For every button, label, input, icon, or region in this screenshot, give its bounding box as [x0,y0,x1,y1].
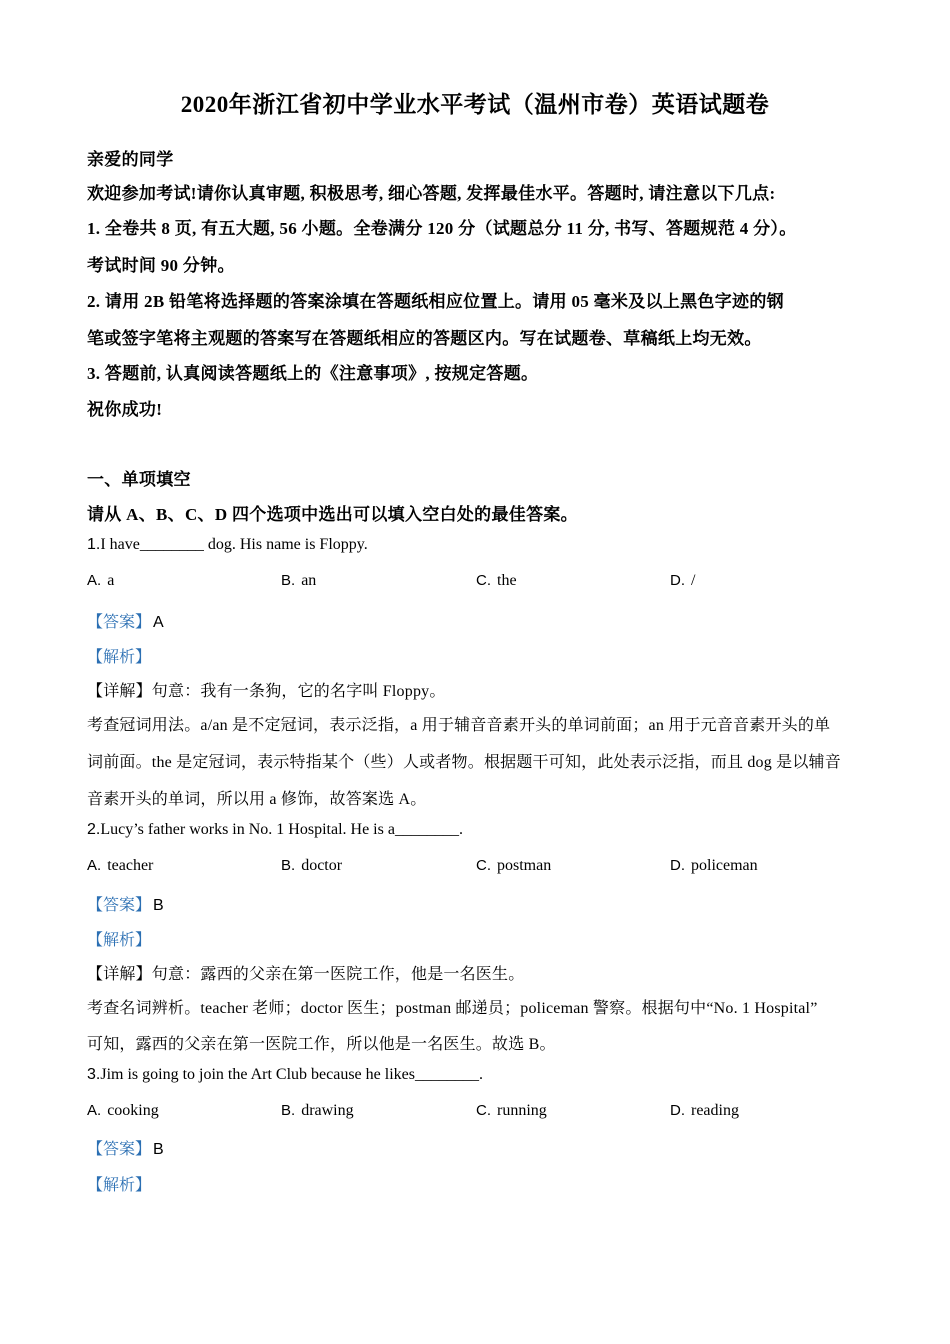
note-1-line-2: 考试时间 90 分钟。 [87,256,235,275]
question-2-option-c [476,857,551,875]
option-text: an [301,572,317,589]
question-number: 2. [87,821,101,838]
question-stem: I have________ dog. His name is Floppy. [100,536,368,553]
question-3-answer [87,1136,164,1159]
option-letter: D. [670,857,685,874]
option-text: running [497,1102,547,1119]
question-2-explain-line-2: 可知，露西的父亲在第一医院工作，所以他是一名医生。故选 B。 [87,1036,556,1053]
option-text: cooking [107,1102,159,1119]
welcome-text: 欢迎参加考试!请你认真审题, 积极思考, 细心答题, 发挥最佳水平。答题时, 请注意以下几点: [87,184,776,203]
question-2-analysis-label: 【解析】 [87,932,152,949]
question-3-option-d [670,1102,739,1120]
section-instruction: 请从 A、B、C、D 四个选项中选出可以填入空白处的最佳答案。 [87,505,578,524]
question-1-option-c [476,572,517,590]
question-3-option-a [87,1102,159,1120]
question-2-option-a [87,857,153,875]
option-text: policeman [691,857,758,874]
note-3: 3. 答题前, 认真阅读答题纸上的《注意事项》, 按规定答题。 [87,364,539,383]
greeting: 亲爱的同学 [87,150,174,169]
option-letter: B. [281,572,296,589]
option-letter: C. [476,572,491,589]
option-text: / [691,572,696,589]
question-1-answer [87,609,164,632]
answer-value: B [153,897,164,914]
answer-label: 【答案】 [87,1141,152,1158]
question-3-option-b [281,1102,354,1120]
note-2-line-1: 2. 请用 2B 铅笔将选择题的答案涂填在答题纸相应位置上。请用 05 毫米及以上黑色字迹的钢 [87,292,784,311]
answer-label: 【答案】 [87,614,152,631]
option-text: postman [497,857,552,874]
option-text: a [107,572,115,589]
option-text: doctor [301,857,343,874]
option-letter: D. [670,1102,685,1119]
question-3-option-c [476,1102,547,1120]
question-2-option-b [281,857,342,875]
option-letter: C. [476,1102,491,1119]
option-text: drawing [301,1102,354,1119]
question-2-explain-line-1: 考查名词辨析。teacher 老师；doctor 医生；postman 邮递员；policeman 警察。根据句中“No. 1 Hospital” [87,1000,818,1017]
option-letter: C. [476,857,491,874]
question-3-analysis-label: 【解析】 [87,1177,152,1194]
answer-value: B [153,1141,164,1158]
option-letter: B. [281,857,296,874]
question-stem: Jim is going to join the Art Club because he likes________. [100,1066,483,1083]
question-2-stem-line [87,821,463,839]
question-2-detail: 【详解】句意：露西的父亲在第一医院工作，他是一名医生。 [87,966,525,983]
question-1-option-d [670,572,695,590]
question-number: 1. [87,536,101,553]
question-1-explain-line-2: 词前面。the 是定冠词，表示特指某个（些）人或者物。根据题干可知，此处表示泛指，而且 dog 是以辅音 [87,754,841,771]
question-1-option-b [281,572,316,590]
question-stem: Lucy’s father works in No. 1 Hospital. He is a________. [100,821,463,838]
option-letter: D. [670,572,685,589]
question-number: 3. [87,1066,101,1083]
option-text: reading [691,1102,739,1119]
question-2-answer [87,892,164,915]
question-1-analysis-label: 【解析】 [87,649,152,666]
option-text: teacher [107,857,154,874]
note-1-line-1: 1. 全卷共 8 页, 有五大题, 56 小题。全卷满分 120 分（试题总分 11 分, 书写、答题规范 4 分）。 [87,219,797,238]
question-1-explain-line-1: 考查冠词用法。a/an 是不定冠词，表示泛指，a 用于辅音音素开头的单词前面；an 用于元音音素开头的单 [87,717,831,734]
option-letter: A. [87,857,102,874]
note-2-line-2: 笔或签字笔将主观题的答案写在答题纸相应的答题区内。写在试题卷、草稿纸上均无效。 [87,329,762,348]
closing-wish: 祝你成功! [87,400,163,419]
option-letter: A. [87,572,102,589]
section-heading: 一、单项填空 [87,470,191,489]
question-3-stem-line [87,1066,483,1084]
option-letter: A. [87,1102,102,1119]
answer-label: 【答案】 [87,897,152,914]
option-letter: B. [281,1102,296,1119]
question-2-option-d [670,857,758,875]
question-1-explain-line-3: 音素开头的单词，所以用 a 修饰，故答案选 A。 [87,791,427,808]
question-1-detail: 【详解】句意：我有一条狗，它的名字叫 Floppy。 [87,683,446,700]
question-1-stem-line [87,536,368,554]
question-1-option-a [87,572,114,590]
answer-value: A [153,614,164,631]
option-text: the [497,572,517,589]
page-title: 2020年浙江省初中学业水平考试（温州市卷）英语试题卷 [180,92,770,117]
